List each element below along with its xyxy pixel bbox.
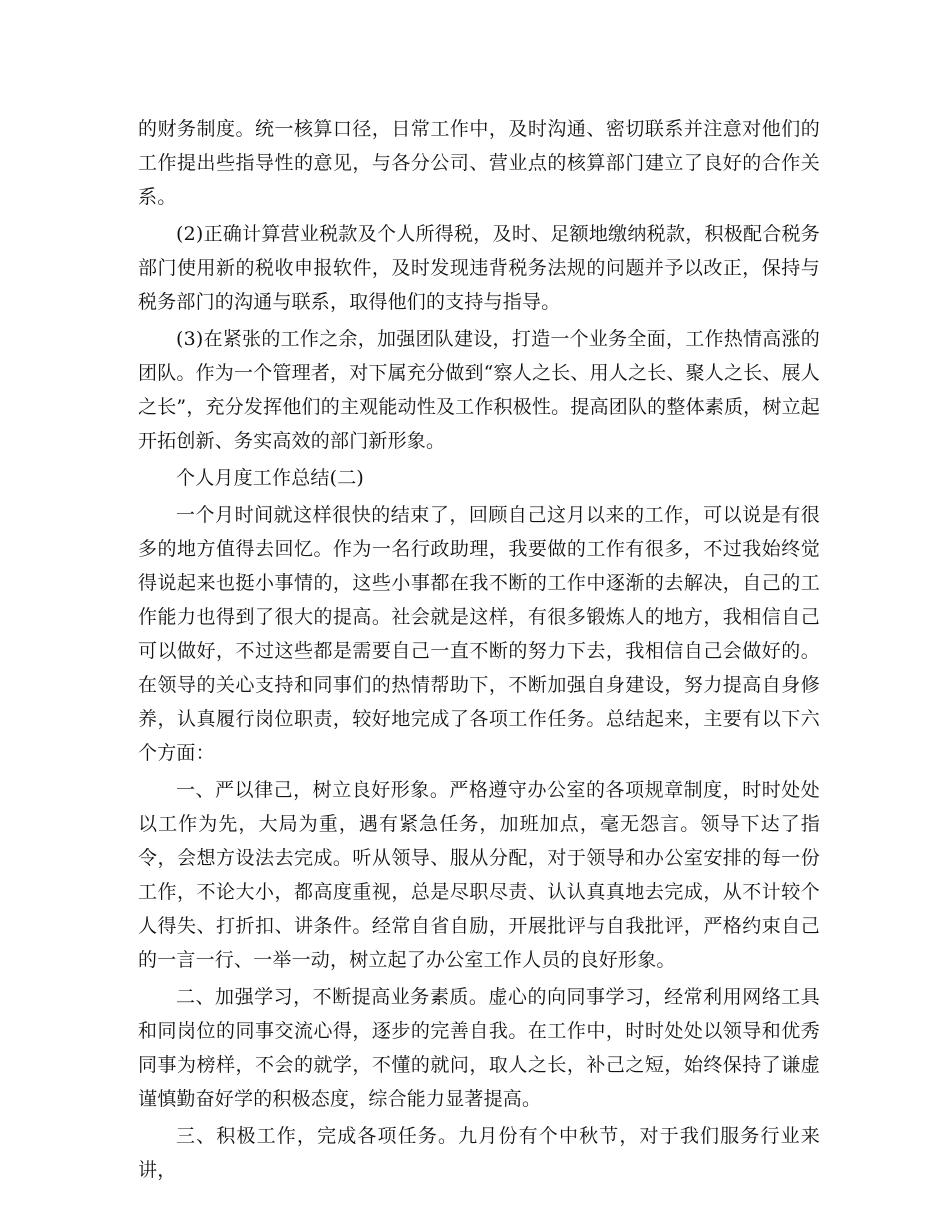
paragraph-month-review: 一个月时间就这样很快的结束了，回顾自己这月以来的工作，可以说是有很多的地方值得去回忆。作为一名行政助理，我要做的工作有很多，不过我始终觉得说起来也挺小事情的，这些小事都在我不断的工作中逐渐的去解决，自己的工作能力也得到了很大的提高。社会就是这样，有很多锻炼人的地方，我相信自己可以做好，不过这些都是需要自己一直不断的努力下去，我相信自己会做好的。在领导的关心支持和同事们的热情帮助下，不断加强自身建设，努力提高自身修养，认真履行岗位职责，较好地完成了各项工作任务。总结起来，主要有以下六个方面： bbox=[138, 504, 820, 764]
paragraph-point-three: 三、积极工作，完成各项任务。九月份有个中秋节，对于我们服务行业来讲， bbox=[138, 1125, 820, 1181]
paragraph-finance-system: 的财务制度。统一核算口径，日常工作中，及时沟通、密切联系并注意对他们的工作提出些指导性的意见，与各分公司、营业点的核算部门建立了良好的合作关系。 bbox=[138, 118, 820, 208]
paragraph-point-two: 二、加强学习，不断提高业务素质。虚心的向同事学习，经常利用网络工具和同岗位的同事交流心得，逐步的完善自我。在工作中，时时处处以领导和优秀同事为榜样，不会的就学，不懂的就问，取人之长，补己之短，始终保持了谦虚谨慎勤奋好学的积极态度，综合能力显著提高。 bbox=[138, 986, 820, 1110]
document-body bbox=[138, 112, 820, 1187]
paragraph-team-item-3: (3)在紧张的工作之余，加强团队建设，打造一个业务全面，工作热情高涨的团队。作为一个管理者，对下属充分做到“察人之长、用人之长、聚人之长、展人之长”，充分发挥他们的主观能动性及工作积极性。提高团队的整体素质，树立起开拓创新、务实高效的部门新形象。 bbox=[138, 328, 820, 452]
paragraph-tax-item-2: (2)正确计算营业税款及个人所得税，及时、足额地缴纳税款，积极配合税务部门使用新的税收申报软件，及时发现违背税务法规的问题并予以改正，保持与税务部门的沟通与联系，取得他们的支持与指导。 bbox=[138, 223, 820, 313]
section-heading-summary-two: 个人月度工作总结(二) bbox=[176, 467, 365, 489]
paragraph-point-one: 一、严以律己，树立良好形象。严格遵守办公室的各项规章制度，时时处处以工作为先，大局为重，遇有紧急任务，加班加点，毫无怨言。领导下达了指令，会想方设法去完成。听从领导、服从分配，对于领导和办公室安排的每一份工作，不论大小，都高度重视，总是尽职尽责、认认真真地去完成，从不计较个人得失、打折扣、讲条件。经常自省自励，开展批评与自我批评，严格约束自己的一言一行、一举一动，树立起了办公室工作人员的良好形象。 bbox=[138, 779, 820, 971]
